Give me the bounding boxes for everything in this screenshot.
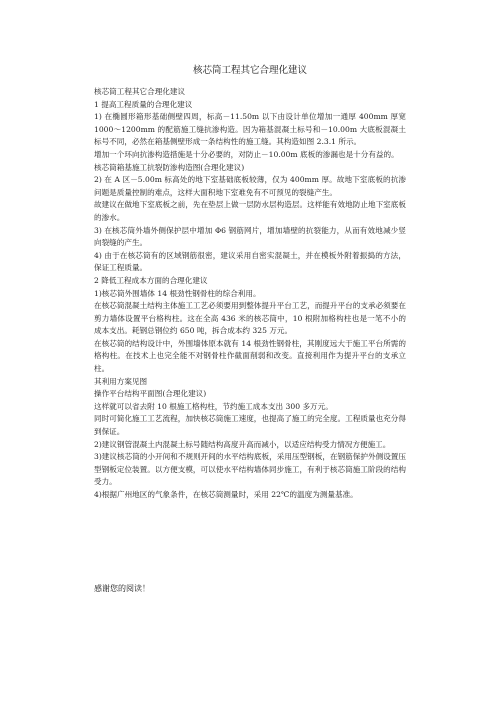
- closing-text: 感谢您的阅读！: [94, 584, 150, 593]
- paragraph: 1) 在椭圆形箱形基础侧壁四周，标高－11.50m 以下由设计单位增加一通厚 400mm 厚宽 1000～1200mm 的配筋施工缝抗渗构造。因为箱基混凝土标号和－10.00m 大底板混凝土标号不同，必然在箱基侧壁形成一条结构性的施工缝。其构造如图 2.3.1 所示。: [94, 112, 406, 147]
- paragraph: 同时可简化施工工艺流程，加快核芯筒施工速度，也提高了施工的完全度。工程质量也充分得到保证。: [94, 414, 406, 437]
- paragraph: 故建议在做地下室底板之前，先在垫层上做一层防水层构造层。这样能有效地防止地下室底板的渗水。: [94, 200, 406, 222]
- subsection-heading: 1 提高工程质量的合理化建议: [94, 99, 193, 109]
- figure-caption: 操作平台结构平面图(合理化建议): [94, 389, 207, 399]
- document-body: [94, 86, 406, 502]
- paragraph: 4) 由于在核芯筒有的区域钢筋很密，建议采用自密实混凝土，并在模板外附着振捣的方法，保证工程质量。: [94, 250, 406, 273]
- paragraph: 在核芯筒的结构设计中，外围墙体原本就有 14 根劲性钢骨柱，其刚度远大于施工平台所需的格构柱。在技术上也完全能不对钢骨柱作截面削弱和改变。直接利用作为提升平台的支承立柱。: [94, 338, 406, 374]
- paragraph: 在核芯筒混凝土结构主体施工工艺必须要用到整体提升平台工艺，而提升平台的支承必须要在剪力墙体设置平台格构柱。这在全高 436 米的核芯筒中，10 根附加格构柱也是一笔不小的成本支出。耗钢总钢位约 650 吨，拆合成本约 325 万元。: [94, 301, 406, 336]
- subsection-heading: 2 降低工程成本方面的合理化建议: [94, 275, 208, 285]
- paragraph: 3) 在核芯筒外墙外侧保护层中增加 Φ6 钢筋网片，增加墙壁的抗裂能力，从而有效地减少竖向裂缝的产生。: [94, 225, 406, 248]
- section-heading: 核芯筒工程其它合理化建议: [94, 87, 186, 96]
- paragraph: 4)根据广州地区的气象条件，在核芯筒测量时，采用 22℃的温度为测量基准。: [94, 490, 358, 499]
- paragraph: 增加一个环向抗渗构造措施是十分必要的，对防止－10.00m 底板的渗漏也是十分有益的。: [94, 149, 399, 159]
- paragraph: 这样就可以省去附 10 根施工格构柱，节约施工成本支出 300 多万元。: [94, 401, 333, 411]
- paragraph: 其利用方案见图: [94, 376, 148, 386]
- paragraph: 2)建议钢管混凝土内混凝土标号随结构高度升高而减小，以适应结构受力情况方便施工。: [94, 439, 391, 449]
- figure-caption: 核芯筒箱基施工抗裂防渗构造图(合理化建议): [94, 162, 245, 172]
- paragraph: 1)核芯筒外围墙体 14 根劲性钢骨柱的综合利用。: [94, 288, 261, 298]
- document-title: 核芯筒工程其它合理化建议: [192, 65, 307, 76]
- paragraph: 2) 在 A 区－5.00m 标高处的地下室基础底板较薄，仅为 400mm 厚。故地下室底板的抗渗问题是质量控制的难点，这样大面积地下室难免有不可预见的裂缝产生。: [94, 175, 406, 197]
- paragraph: 3)建议核芯筒的小开间和不规则开间的水平结构底板，采用压型钢板，在钢筋保护外侧设置压型钢板定位装置。以方便支模，可以使水平结构墙体同步施工，有利于核芯筒施工阶段的结构受力。: [94, 452, 406, 487]
